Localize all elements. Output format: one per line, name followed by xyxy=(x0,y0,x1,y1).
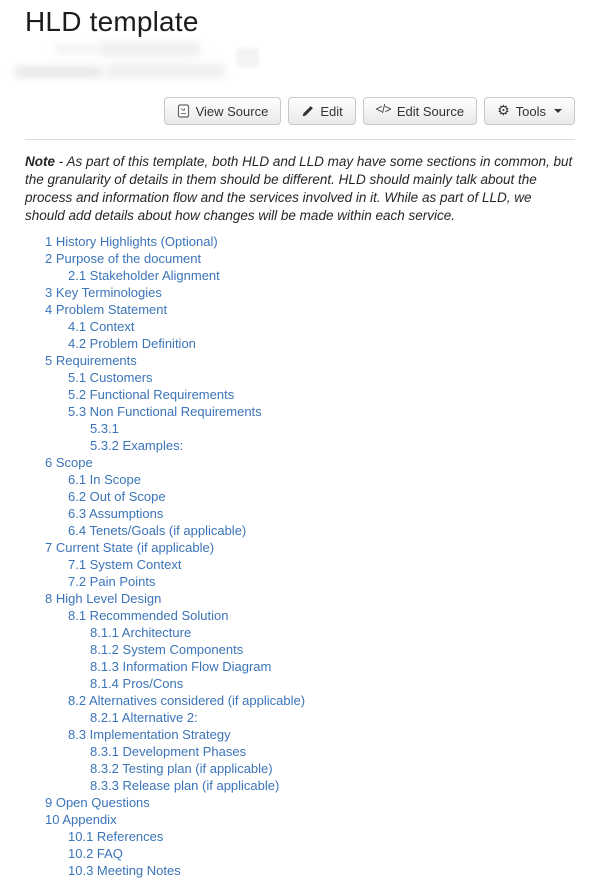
toc-link[interactable]: 10.1 References xyxy=(68,828,164,844)
toc-item xyxy=(68,488,600,505)
toc-item xyxy=(68,522,600,539)
toc-link[interactable]: 2.1 Stakeholder Alignment xyxy=(68,267,220,283)
redacted-icon xyxy=(236,48,259,67)
page-title: HLD template xyxy=(25,6,199,37)
toc-link[interactable]: 8 High Level Design xyxy=(45,590,162,606)
note-label: Note xyxy=(25,154,55,169)
toc-item xyxy=(68,318,600,335)
toc-item xyxy=(45,794,600,811)
document-icon xyxy=(177,104,190,118)
toc-link[interactable]: 8.3.3 Release plan (if applicable) xyxy=(90,777,280,793)
redacted-metadata xyxy=(107,64,225,79)
button-label: Tools xyxy=(515,103,546,119)
toc-link[interactable]: 1 History Highlights (Optional) xyxy=(45,233,218,249)
toc-item xyxy=(68,862,600,879)
button-label: View Source xyxy=(195,103,269,119)
redacted-metadata xyxy=(15,66,103,78)
toc-link[interactable]: 6.1 In Scope xyxy=(68,471,141,487)
toc-item xyxy=(90,641,600,658)
redacted-breadcrumb xyxy=(55,45,100,53)
toc-item xyxy=(68,607,600,624)
toc-link[interactable]: 3 Key Terminologies xyxy=(45,284,162,300)
toc-link[interactable]: 5.3 Non Functional Requirements xyxy=(68,403,262,419)
toc-item xyxy=(90,743,600,760)
toc-item xyxy=(68,828,600,845)
toc-link[interactable]: 10 Appendix xyxy=(45,811,117,827)
toc-link[interactable]: 8.3 Implementation Strategy xyxy=(68,726,231,742)
toc-link[interactable]: 8.1.4 Pros/Cons xyxy=(90,675,184,691)
toc-item xyxy=(45,590,600,607)
toc-link[interactable]: 5.3.1 xyxy=(90,420,119,436)
toc-link[interactable]: 10.3 Meeting Notes xyxy=(68,862,181,878)
toc-link[interactable]: 4.1 Context xyxy=(68,318,135,334)
note-text: - As part of this template, both HLD and LLD may have some sections in common, but the granularity of details in them should be different. HLD should mainly talk about the process and information flow and the services involved in it. While as part of LLD, we should add details about how changes will be made within each service. xyxy=(25,154,573,223)
toc-item xyxy=(68,471,600,488)
toc-item xyxy=(45,539,600,556)
toc-link[interactable]: 6 Scope xyxy=(45,454,93,470)
toc-link[interactable]: 5.1 Customers xyxy=(68,369,153,385)
toc-item xyxy=(90,709,600,726)
toc-link[interactable]: 8.1.1 Architecture xyxy=(90,624,192,640)
edit-button[interactable] xyxy=(288,97,355,125)
toc-item xyxy=(68,556,600,573)
content-divider xyxy=(25,139,575,140)
toc-link[interactable]: 7.1 System Context xyxy=(68,556,182,572)
toc-link[interactable]: 8.1 Recommended Solution xyxy=(68,607,229,623)
toc-item xyxy=(68,403,600,420)
toc-link[interactable]: 6.3 Assumptions xyxy=(68,505,164,521)
table-of-contents xyxy=(0,233,600,879)
toc-link[interactable]: 5.2 Functional Requirements xyxy=(68,386,235,402)
toc-link[interactable]: 2 Purpose of the document xyxy=(45,250,202,266)
toc-link[interactable]: 7.2 Pain Points xyxy=(68,573,156,589)
toc-item xyxy=(68,369,600,386)
pencil-icon xyxy=(301,105,314,118)
toc-item xyxy=(68,386,600,403)
toc-link[interactable]: 8.2 Alternatives considered (if applicable) xyxy=(68,692,306,708)
edit-source-button[interactable] xyxy=(363,97,477,125)
toc-link[interactable]: 8.3.2 Testing plan (if applicable) xyxy=(90,760,273,776)
page-header xyxy=(0,0,600,140)
toc-item xyxy=(68,726,600,743)
chevron-down-icon xyxy=(554,109,562,113)
toc-link[interactable]: 5 Requirements xyxy=(45,352,137,368)
toc-item xyxy=(45,233,600,250)
toc-link[interactable]: 8.1.2 System Components xyxy=(90,641,244,657)
toc-item xyxy=(68,267,600,284)
toc-link[interactable]: 7 Current State (if applicable) xyxy=(45,539,215,555)
toc-item xyxy=(90,777,600,794)
toc-item xyxy=(68,692,600,709)
toc-item xyxy=(45,284,600,301)
toc-link[interactable]: 4.2 Problem Definition xyxy=(68,335,196,351)
redacted-breadcrumb xyxy=(100,42,200,57)
button-label: Edit Source xyxy=(396,103,465,119)
button-label: Edit xyxy=(320,103,343,119)
toc-item xyxy=(68,573,600,590)
toc-item xyxy=(68,505,600,522)
toc-link[interactable]: 8.3.1 Development Phases xyxy=(90,743,247,759)
toc-item xyxy=(45,301,600,318)
toc-item xyxy=(68,335,600,352)
toolbar xyxy=(164,97,575,125)
toc-item xyxy=(45,454,600,471)
gear-icon: ⚙ xyxy=(497,103,510,119)
toc-link[interactable]: 8.2.1 Alternative 2: xyxy=(90,709,198,725)
toc-item xyxy=(90,437,600,454)
toc-item xyxy=(90,675,600,692)
toc-link[interactable]: 4 Problem Statement xyxy=(45,301,168,317)
toc-item xyxy=(90,760,600,777)
toc-link[interactable]: 9 Open Questions xyxy=(45,794,150,810)
toc-item xyxy=(45,811,600,828)
toc-link[interactable]: 10.2 FAQ xyxy=(68,845,123,861)
toc-link[interactable]: 6.4 Tenets/Goals (if applicable) xyxy=(68,522,247,538)
code-icon: </> xyxy=(375,104,391,117)
toc-link[interactable]: 8.1.3 Information Flow Diagram xyxy=(90,658,272,674)
tools-button[interactable] xyxy=(484,97,575,125)
view-source-button[interactable] xyxy=(164,97,282,125)
toc-link[interactable]: 6.2 Out of Scope xyxy=(68,488,166,504)
note-paragraph xyxy=(25,153,575,225)
toc-item xyxy=(45,352,600,369)
toc-item xyxy=(90,420,600,437)
toc-link[interactable]: 5.3.2 Examples: xyxy=(90,437,184,453)
toc-item xyxy=(45,250,600,267)
toc-item xyxy=(90,658,600,675)
toc-item xyxy=(68,845,600,862)
toc-item xyxy=(90,624,600,641)
